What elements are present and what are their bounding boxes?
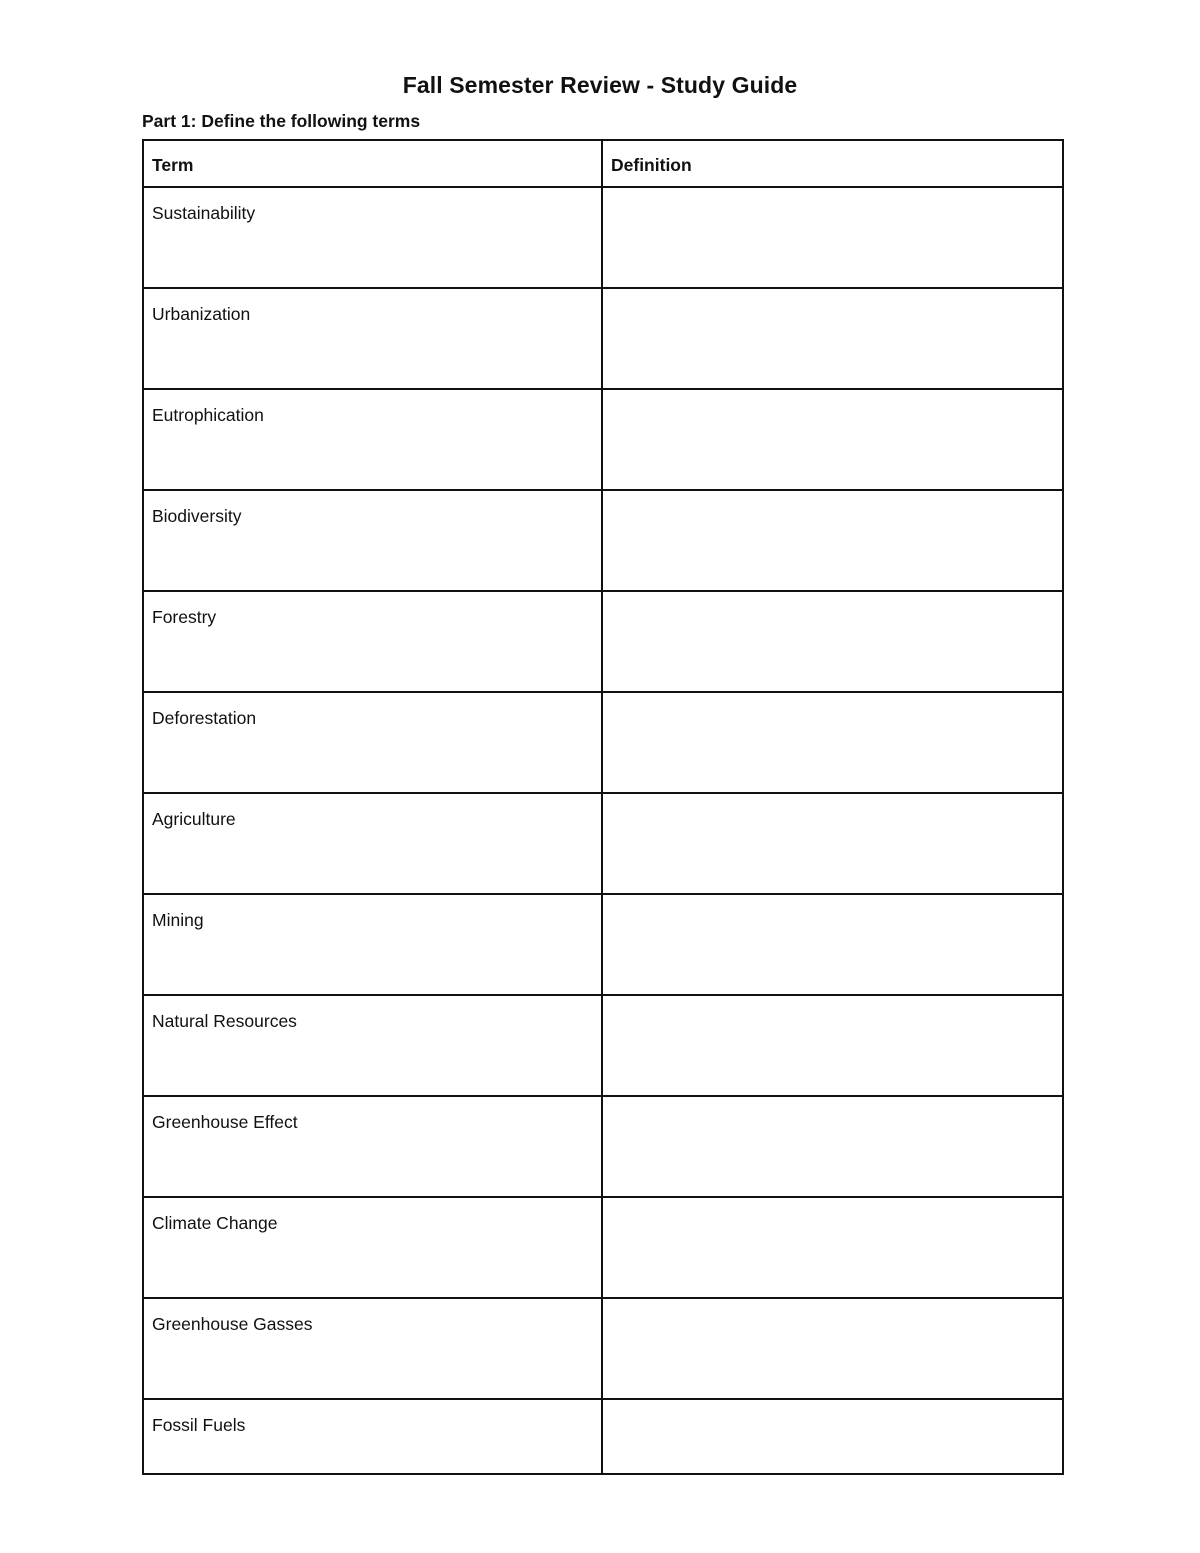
term-cell: Deforestation [143, 692, 602, 793]
term-cell: Agriculture [143, 793, 602, 894]
definition-cell[interactable] [602, 389, 1063, 490]
definition-cell[interactable] [602, 793, 1063, 894]
definition-cell[interactable] [602, 490, 1063, 591]
definition-cell[interactable] [602, 995, 1063, 1096]
part-1-heading: Part 1: Define the following terms [142, 111, 421, 131]
term-cell: Biodiversity [143, 490, 602, 591]
table-row [143, 1399, 1063, 1474]
table-row [143, 692, 1063, 793]
term-cell: Forestry [143, 591, 602, 692]
term-cell: Climate Change [143, 1197, 602, 1298]
term-cell: Fossil Fuels [143, 1399, 602, 1474]
table-row [143, 389, 1063, 490]
table-row [143, 187, 1063, 288]
table-row [143, 894, 1063, 995]
table-row [143, 793, 1063, 894]
document-title: Fall Semester Review - Study Guide [402, 72, 798, 98]
definition-cell[interactable] [602, 1298, 1063, 1399]
table-row [143, 490, 1063, 591]
table-row [143, 995, 1063, 1096]
definition-cell[interactable] [602, 1197, 1063, 1298]
term-cell: Greenhouse Gasses [143, 1298, 602, 1399]
term-cell: Eutrophication [143, 389, 602, 490]
term-cell: Mining [143, 894, 602, 995]
terms-table [142, 139, 1064, 1475]
definition-cell[interactable] [602, 692, 1063, 793]
term-cell: Natural Resources [143, 995, 602, 1096]
definition-cell[interactable] [602, 187, 1063, 288]
table-row [143, 288, 1063, 389]
term-cell: Sustainability [143, 187, 602, 288]
definition-cell[interactable] [602, 1096, 1063, 1197]
table-row [143, 1096, 1063, 1197]
definition-cell[interactable] [602, 288, 1063, 389]
column-header-term: Term [143, 140, 602, 187]
table-row [143, 591, 1063, 692]
term-cell: Urbanization [143, 288, 602, 389]
definition-cell[interactable] [602, 591, 1063, 692]
definition-cell[interactable] [602, 894, 1063, 995]
table-row [143, 1298, 1063, 1399]
term-cell: Greenhouse Effect [143, 1096, 602, 1197]
column-header-definition: Definition [602, 140, 1063, 187]
table-header-row [143, 140, 1063, 187]
definition-cell[interactable] [602, 1399, 1063, 1474]
table-row [143, 1197, 1063, 1298]
